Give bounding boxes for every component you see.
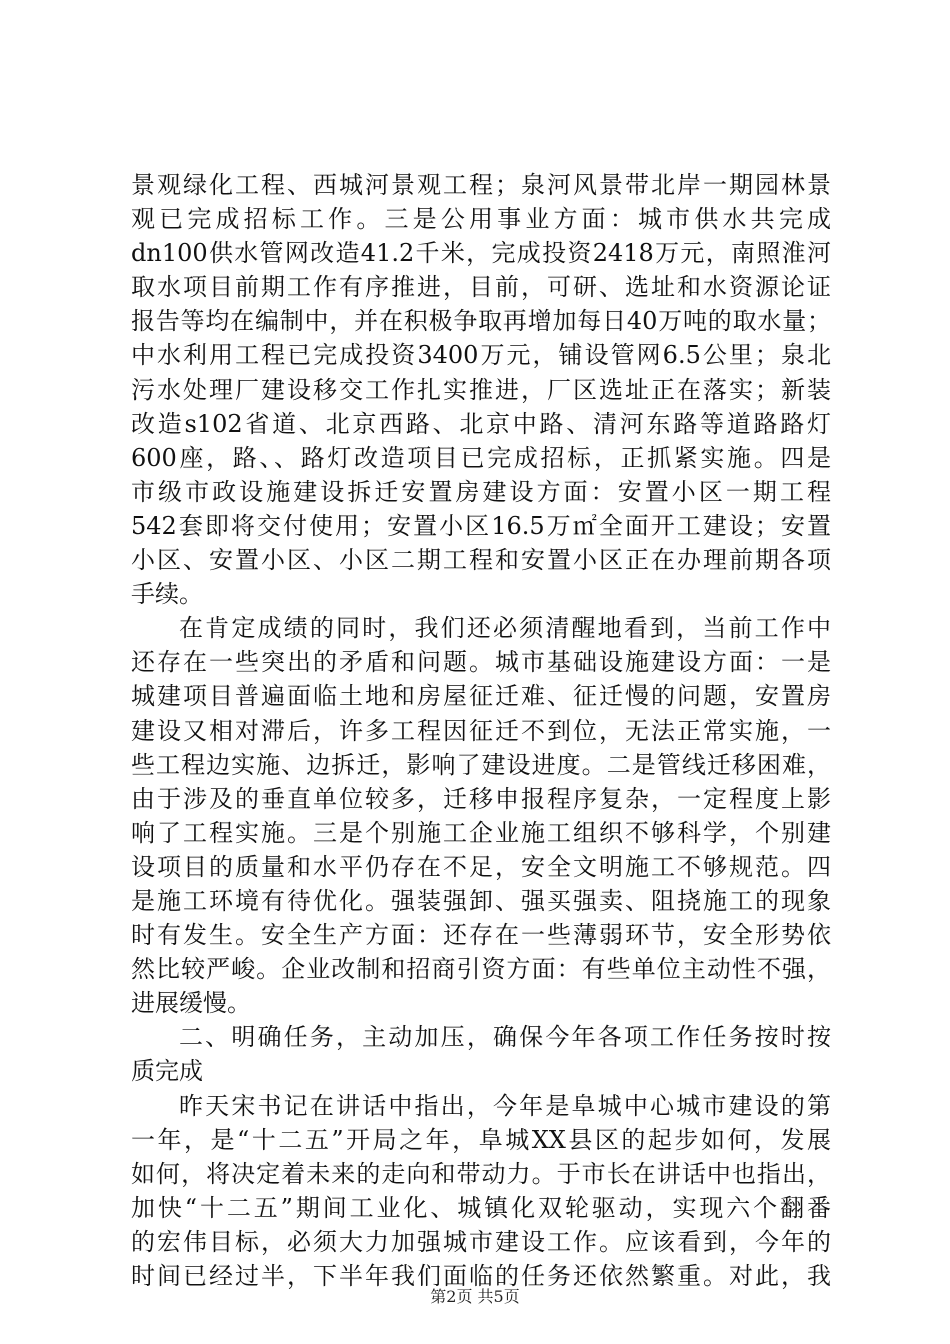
text-line: 的宏伟目标，必须大力加强城市建设工作。应该看到，今年的 <box>131 1227 831 1256</box>
page-footer: 第2页 共5页 <box>430 1287 520 1306</box>
text-line: 污水处理厂建设移交工作扎实推进，厂区选址正在落实；新装 <box>131 375 831 404</box>
text-line: 二、明确任务，主动加压，确保今年各项工作任务按时按 <box>179 1023 831 1052</box>
text-line: 在肯定成绩的同时，我们还必须清醒地看到，当前工作中 <box>179 614 831 643</box>
text-line: 然比较严峻。企业改制和招商引资方面：有些单位主动性不强， <box>131 955 831 984</box>
text-line: 城建项目普遍面临土地和房屋征迁难、征迁慢的问题，安置房 <box>131 682 831 711</box>
text-line: 是施工环境有待优化。强装强卸、强买强卖、阻挠施工的现象 <box>131 886 831 915</box>
text-line: 景观绿化工程、西城河景观工程；泉河风景带北岸一期园林景 <box>131 171 831 199</box>
text-line: 如何，将决定着未来的走向和带动力。于市长在讲话中也指出， <box>131 1159 831 1188</box>
text-line: 600座，路、、路灯改造项目已完成招标，正抓紧实施。四是 <box>131 443 831 472</box>
text-line: 质完成 <box>131 1057 203 1086</box>
text-line: 时有发生。安全生产方面：还存在一些薄弱环节，安全形势依 <box>131 921 831 950</box>
text-line: 由于涉及的垂直单位较多，迁移申报程序复杂，一定程度上影 <box>131 784 831 813</box>
text-line: 设项目的质量和水平仍存在不足，安全文明施工不够规范。四 <box>131 852 831 881</box>
text-line: 改造s102省道、北京西路、北京中路、清河东路等道路路灯 <box>131 409 831 438</box>
text-line: 一年，是“十二五”开局之年，阜城XX县区的起步如何，发展 <box>131 1125 831 1154</box>
text-line: 还存在一些突出的矛盾和问题。城市基础设施建设方面：一是 <box>131 648 831 677</box>
text-line: 小区、安置小区、小区二期工程和安置小区正在办理前期各项 <box>131 546 831 575</box>
text-line: 观已完成招标工作。三是公用事业方面：城市供水共完成 <box>131 205 831 234</box>
text-line: 时间已经过半，下半年我们面临的任务还依然繁重。对此，我 <box>131 1262 831 1290</box>
text-line: 进展缓慢。 <box>131 989 251 1018</box>
document-body <box>131 168 831 1293</box>
text-line: 报告等均在编制中，并在积极争取再增加每日40万吨的取水量； <box>131 307 831 336</box>
text-line: 建设又相对滞后，许多工程因征迁不到位，无法正常实施，一 <box>131 716 831 745</box>
text-line: 加快“十二五”期间工业化、城镇化双轮驱动，实现六个翻番 <box>131 1193 831 1222</box>
text-line: 些工程边实施、边拆迁，影响了建设进度。二是管线迁移困难， <box>131 750 831 779</box>
text-line: 中水利用工程已完成投资3400万元，铺设管网6.5公里；泉北 <box>131 341 831 370</box>
text-line: 市级市政设施建设拆迁安置房建设方面：安置小区一期工程 <box>131 477 831 506</box>
text-line: 542套即将交付使用；安置小区16.5万㎡全面开工建设；安置 <box>131 511 831 540</box>
text-line: dn100供水管网改造41.2千米，完成投资2418万元，南照淮河 <box>131 239 831 268</box>
text-line: 昨天宋书记在讲话中指出，今年是阜城中心城市建设的第 <box>179 1091 831 1120</box>
text-line: 响了工程实施。三是个别施工企业施工组织不够科学，个别建 <box>131 818 831 847</box>
text-line: 手续。 <box>131 580 203 609</box>
text-line: 取水项目前期工作有序推进，目前，可研、选址和水资源论证 <box>131 273 831 302</box>
